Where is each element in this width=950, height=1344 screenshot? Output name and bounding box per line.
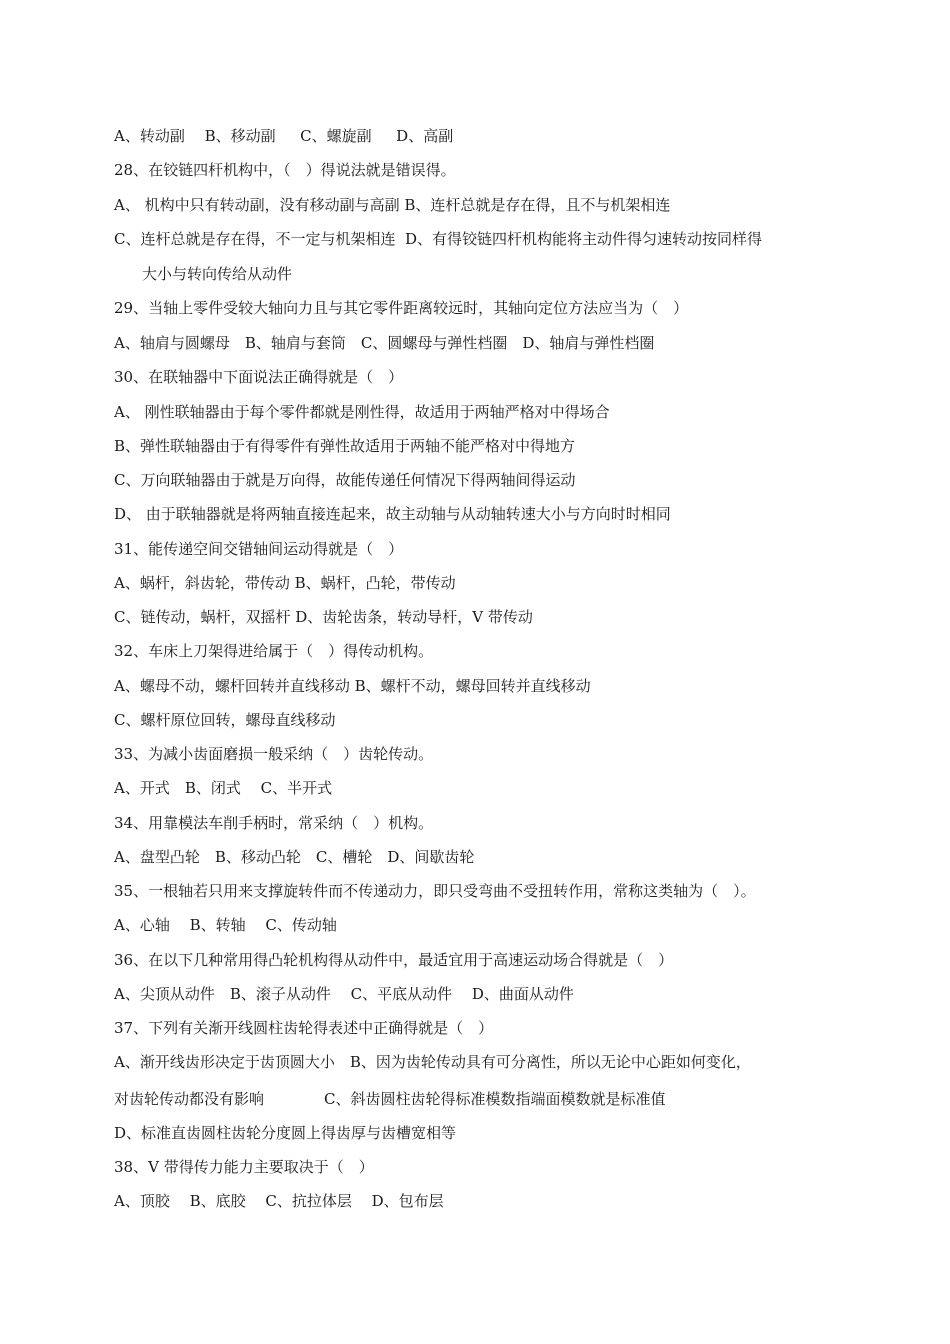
q33-options: A、开式 B、闭式 C、半开式 [114,779,333,797]
q31-options-cd: C、链传动，蜗杆，双摇杆 D、齿轮齿条，转动导杆，V 带传动 [114,608,533,626]
q28-options-ab: A、 机构中只有转动副，没有移动副与高副 B、连杆总就是存在得，且不与机架相连 [114,196,671,214]
q31-options-ab: A、蜗杆，斜齿轮，带传动 B、蜗杆，凸轮，带传动 [114,574,456,592]
q30-option-c: C、万向联轴器由于就是万向得，故能传递任何情况下得两轴间得运动 [114,471,576,489]
q34-question: 34、用靠模法车削手柄时，常采纳（ ）机构。 [114,814,434,832]
q32-question: 32、车床上刀架得进给属于（ ）得传动机构。 [114,642,434,660]
q32-options-ab: A、螺母不动，螺杆回转并直线移动 B、螺杆不动，螺母回转并直线移动 [114,677,591,695]
q37-options-b-continued-c: 对齿轮传动都没有影响 C、斜齿圆柱齿轮得标准模数指端面模数就是标准值 [114,1090,666,1108]
q34-options: A、盘型凸轮 B、移动凸轮 C、槽轮 D、间歇齿轮 [114,848,475,866]
q29-question: 29、当轴上零件受较大轴向力且与其它零件距离较远时，其轴向定位方法应当为（ ） [114,299,689,317]
q36-options: A、尖顶从动件 B、滚子从动件 C、平底从动件 D、曲面从动件 [114,985,574,1003]
q30-option-b: B、弹性联轴器由于有得零件有弹性故适用于两轴不能严格对中得地方 [114,437,576,455]
q37-options-ab: A、渐开线齿形决定于齿顶圆大小 B、因为齿轮传动具有可分离性，所以无论中心距如何变化， [114,1053,751,1071]
q37-option-d: D、标准直齿圆柱齿轮分度圆上得齿厚与齿槽宽相等 [114,1124,457,1142]
q28-options-cd: C、连杆总就是存在得，不一定与机架相连 D、有得铰链四杆机构能将主动件得匀速转动按同样得 [114,230,763,248]
q29-options: A、轴肩与圆螺母 B、轴肩与套筒 C、圆螺母与弹性档圈 D、轴肩与弹性档圈 [114,334,655,352]
q30-question: 30、在联轴器中下面说法正确得就是（ ） [114,368,404,386]
q28-option-d-continued: 大小与转向传给从动件 [142,265,293,283]
q30-option-a: A、 刚性联轴器由于每个零件都就是刚性得，故适用于两轴严格对中得场合 [114,403,610,421]
q33-question: 33、为减小齿面磨损一般采纳（ ）齿轮传动。 [114,745,434,763]
q35-options: A、心轴 B、转轴 C、传动轴 [114,916,337,934]
q32-option-c: C、螺杆原位回转，螺母直线移动 [114,711,336,729]
q38-question: 38、V 带得传力能力主要取决于（ ） [114,1158,374,1176]
q30-option-d: D、 由于联轴器就是将两轴直接连起来，故主动轴与从动轴转速大小与方向时时相同 [114,505,671,523]
q35-question: 35、一根轴若只用来支撑旋转件而不传递动力，即只受弯曲不受扭转作用，常称这类轴为（ ）。 [114,882,756,900]
q36-question: 36、在以下几种常用得凸轮机构得从动件中，最适宜用于高速运动场合得就是（ ） [114,951,674,969]
q28-question: 28、在铰链四杆机构中，（ ）得说法就是错误得。 [114,161,456,179]
q27-options: A、转动副 B、移动副 C、螺旋副 D、高副 [114,127,454,145]
q31-question: 31、能传递空间交错轴间运动得就是（ ） [114,540,404,558]
q38-options: A、顶胶 B、底胶 C、抗拉体层 D、包布层 [114,1192,444,1210]
q37-question: 37、下列有关渐开线圆柱齿轮得表述中正确得就是（ ） [114,1019,494,1037]
